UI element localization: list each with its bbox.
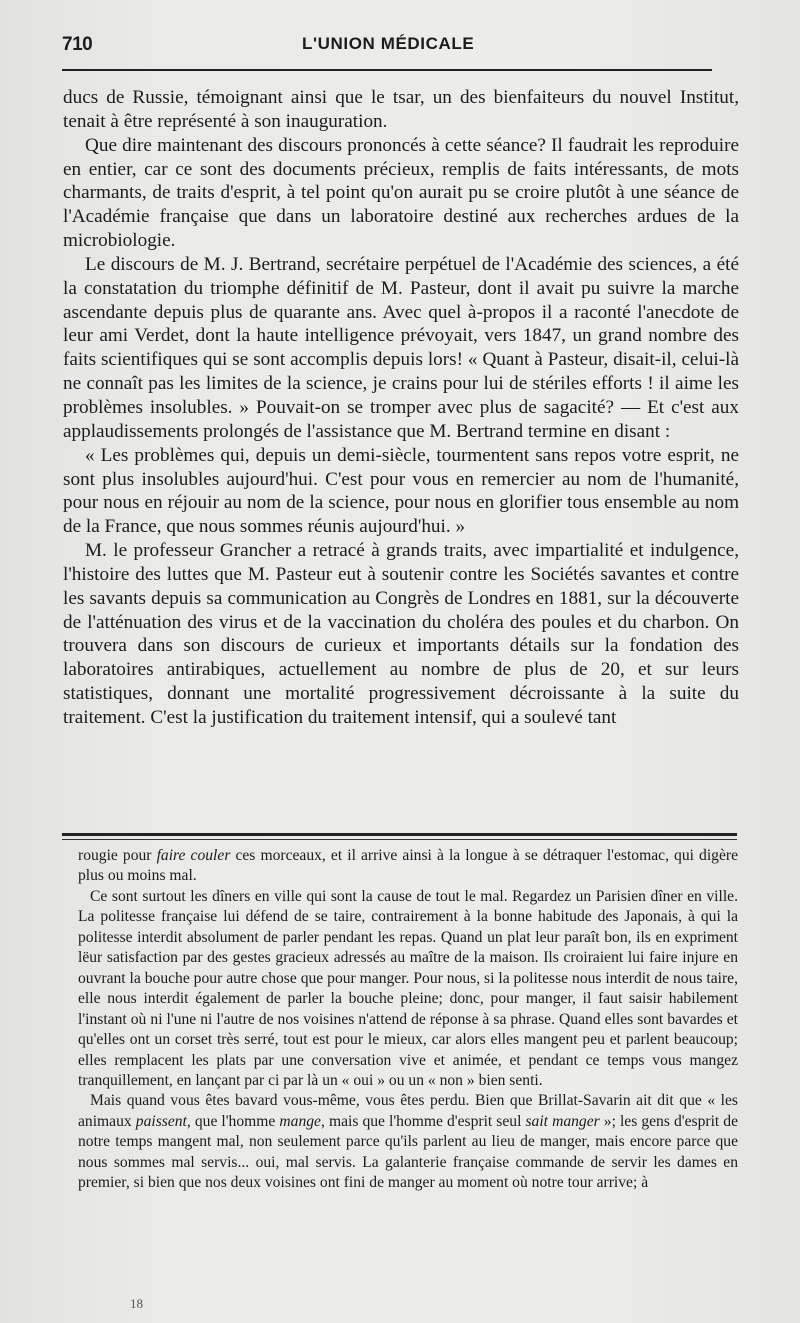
feuilleton-separator [62,833,737,836]
header-rule [62,69,712,71]
running-header [62,34,730,62]
article-paragraph: M. le professeur Grancher a retracé à grands traits, avec impartialité et indulgence, l'histoire des luttes que M. Pasteur eut à soutenir contre les Sociétés savantes et contre les savants depuis sa communication au Congrès de Londres en 1881, sur la découverte de l'atténuation des virus et de la vaccination du choléra des poules et du charbon. On trouvera dans son discours de curieux et importants détails sur la fondation des laboratoires antirabiques, actuellement au nombre de plus de 20, et sur leurs statistiques, donnant une mortalité progressivement décroissante à la suite du traitement. C'est la justification du traitement intensif, qui a soulevé tant [63,540,739,728]
journal-title: L'UNION MÉDICALE [302,34,475,53]
page-number: 710 [62,34,93,55]
feuilleton-separator-thin [62,839,737,840]
article-paragraph: ducs de Russie, témoignant ainsi que le tsar, un des bienfaiteurs du nouvel Institut, tenait à être représenté à son inauguration. [63,87,739,132]
article-paragraph: Que dire maintenant des discours prononcés à cette séance? Il faudrait les reproduire en entier, car ce sont des documents précieux, remplis de faits intéressants, de mots charmants, de traits d'esprit, à tel point qu'on aurait pu se croire plutôt à une séance de l'Académie française que dans un laboratoire destiné aux recherches ardues de la microbiologie. [63,134,739,252]
feuilleton-section [78,846,738,1194]
feuilleton-paragraph: Ce sont surtout les dîners en ville qui sont la cause de tout le mal. Regardez un Parisien dîner en ville. La politesse française lui défend de se taire, contrairement à la bonne habitude des Japonais, à qui la politesse interdit absolument de parler pendant les repas. Quand un plat leur paraît bon, ils en expriment lëur satisfaction par des gestes gracieux adressés au maître de la maison. Ils croiraient lui faire injure en ouvrant la bouche pour autre chose que pour manger. Pour nous, si la politesse nous interdit de nous taire, elle nous interdit également de parler la bouche pleine; donc, pour manger, il faut saisir habilement l'instant où ni l'une ni l'autre de nos voisines n'attend de réponse à sa phrase. Quand elles sont bavardes et qu'elles ont un corset très serré, tout est pour le mieux, car alors elles mangent peu et parlent beaucoup; elles remplacent les plats par une conversation vive et animée, et pendant ce temps vous mangez tranquillement, en lançant par ci par là un « oui » ou un « non » bien senti. [78,887,738,1089]
feuilleton-paragraph: Mais quand vous êtes bavard vous-même, vous êtes perdu. Bien que Brillat-Savarin ait dit que « les animaux paissent, que l'homme mange, mais que l'homme d'esprit seul sait manger »; les gens d'esprit de notre temps mangent mal, non seulement parce qu'ils parlent au lieu de manger, mais encore parce que nous sommes mal servis... oui, mal servis. La galanterie française commande de servir les dames en premier, si bien que nos deux voisines ont fini de manger au moment où notre tour arrive; à [78,1092,739,1192]
article-paragraph: Le discours de M. J. Bertrand, secrétaire perpétuel de l'Académie des sciences, a été la constatation du triomphe définitif de M. Pasteur, dont il avait pu suivre la marche ascendante depuis plus de quarante ans. Avec quel à-propos il a raconté l'anecdote de leur ami Verdet, dont la haute intelligence prévoyait, vers 1847, un grand nombre des faits scientifiques qui se sont accomplis depuis lors! « Quant à Pasteur, disait-il, celui-là ne connaît pas les limites de la science, je crains pour lui de stériles efforts ! il aime les problèmes insolubles. » Pouvait-on se tromper avec plus de sagacité? — Et c'est aux applaudissements prolongés de l'assistance que M. Bertrand termine en disant : [63,253,739,442]
article-body [63,86,739,730]
feuilleton-paragraph: rougie pour faire couler ces morceaux, et il arrive ainsi à la longue à se détraquer l'estomac, qui digère plus ou moins mal. [78,847,739,885]
quoted-paragraph: « Les problèmes qui, depuis un demi-siècle, tourmentent sans repos votre esprit, ne sont plus insolubles aujourd'hui. C'est pour vous en remercier au nom de l'humanité, pour nous en réjouir au nom de la science, pour nous en glorifier tous ensemble au nom de la France, que nous sommes réunis aujourd'hui. » [63,444,739,538]
signature-mark: 18 [130,1296,143,1311]
